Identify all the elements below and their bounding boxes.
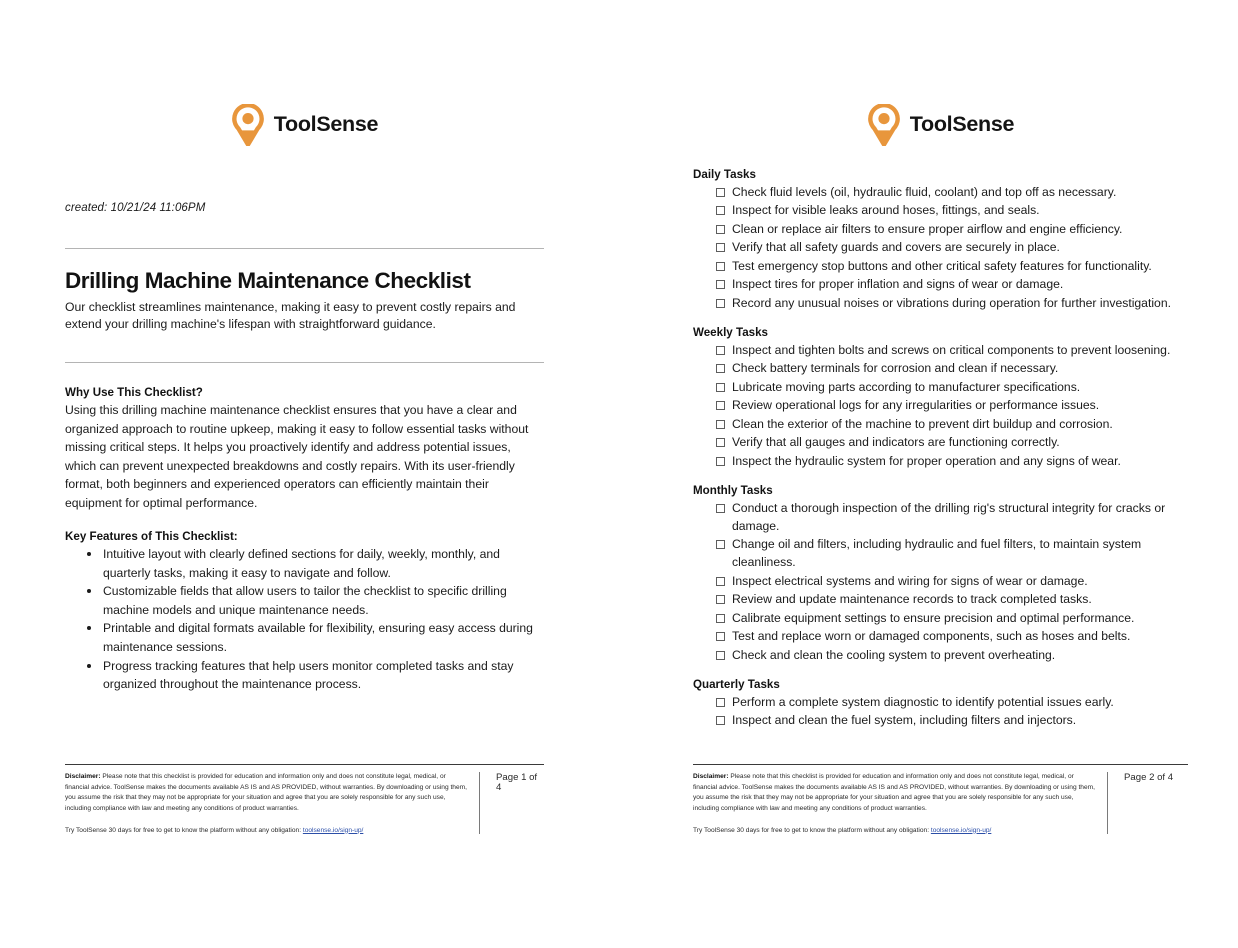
footer-divider-rule [693,764,1188,765]
trial-text [65,826,467,836]
disclaimer-body: Please note that this checklist is provided for education and information only and does not constitute legal, medical, or financial advice. ToolSense makes the documents available AS IS and AS PROVIDED, without warranties. By downloading or using them, you assume the risk that they may not be appropriate for your situation and agree that you are solely responsible for any such use, including compliance with law and meeting any conditions of product warranties. [693,773,1095,813]
location-pin-icon [867,104,901,146]
checklist-item-label: Inspect for visible leaks around hoses, fittings, and seals. [732,203,1040,218]
list-item [65,657,544,694]
checklist-item-label: Check battery terminals for corrosion and clean if necessary. [732,361,1059,376]
checkbox-icon[interactable] [716,243,725,252]
checklist-item[interactable] [693,647,1188,665]
checklist-items [693,184,1188,313]
checklist-group [693,484,1188,665]
checklist-sections [693,168,1188,731]
signup-link[interactable]: toolsense.io/sign-up/ [302,826,364,834]
checklist-item-label: Review and update maintenance records to track completed tasks. [732,592,1092,607]
checklist-group [693,168,1188,313]
checkbox-icon[interactable] [716,225,725,234]
checklist-group-heading: Weekly Tasks [693,325,768,339]
checklist-item[interactable] [693,379,1188,397]
checkbox-icon[interactable] [716,457,725,466]
disclaimer-body: Please note that this checklist is provided for education and information only and does not constitute legal, medical, or financial advice. ToolSense makes the documents available AS IS and AS PROVIDED, without warranties. By downloading or using them, you assume the risk that they may not be appropriate for your situation and agree that you are solely responsible for any such use, including compliance with law and meeting any conditions of product warranties. [65,773,467,813]
checkbox-icon[interactable] [716,438,725,447]
checklist-item-label: Perform a complete system diagnostic to identify potential issues early. [732,694,1114,709]
checklist-item[interactable] [693,221,1188,239]
signup-link[interactable]: toolsense.io/sign-up/ [930,826,992,834]
checklist-item[interactable] [693,360,1188,378]
checklist-item[interactable] [693,536,1188,572]
checkbox-icon[interactable] [716,262,725,271]
checklist-item-label: Clean the exterior of the machine to prevent dirt buildup and corrosion. [732,416,1113,431]
checklist-item-label: Test emergency stop buttons and other critical safety features for functionality. [732,258,1152,273]
location-pin-icon [231,104,265,146]
checkbox-icon[interactable] [716,577,725,586]
disclaimer-label: Disclaimer: [693,773,729,780]
checklist-items [693,500,1188,665]
checklist-item-label: Inspect and tighten bolts and screws on critical components to prevent loosening. [732,342,1171,357]
checklist-item[interactable] [693,573,1188,591]
checklist-item-label: Lubricate moving parts according to manufacturer specifications. [732,379,1081,394]
divider-top [65,248,544,249]
page-title: Drilling Machine Maintenance Checklist [65,268,471,293]
divider-bottom [65,362,544,363]
list-item [65,545,544,582]
feature-text: Printable and digital formats available for flexibility, ensuring easy access during maintenance sessions. [103,621,533,655]
page-subtitle: Our checklist streamlines maintenance, making it easy to prevent costly repairs and extend your drilling machine's lifespan with straightforward guidance. [65,299,516,332]
checklist-item-label: Change oil and filters, including hydraulic and fuel filters, to maintain system cleanliness. [732,537,1142,570]
checklist-item[interactable] [693,610,1188,628]
checklist-item-label: Calibrate equipment settings to ensure precision and optimal performance. [732,610,1135,625]
checklist-group [693,326,1188,471]
document-page-2 [619,0,1238,948]
checklist-group-heading: Monthly Tasks [693,483,773,497]
checkbox-icon[interactable] [716,299,725,308]
checkbox-icon[interactable] [716,188,725,197]
checkbox-icon[interactable] [716,383,725,392]
checkbox-icon[interactable] [716,614,725,623]
checklist-item[interactable] [693,295,1188,313]
checklist-item[interactable] [693,276,1188,294]
checklist-item-label: Check and clean the cooling system to prevent overheating. [732,647,1056,662]
why-heading: Why Use This Checklist? [65,386,203,399]
checklist-item[interactable] [693,239,1188,257]
checklist-item[interactable] [693,258,1188,276]
checklist-item-label: Verify that all safety guards and covers are securely in place. [732,240,1060,255]
checkbox-icon[interactable] [716,364,725,373]
checklist-item-label: Inspect tires for proper inflation and signs of wear or damage. [732,277,1064,292]
page-footer [693,764,1188,836]
checklist-item[interactable] [693,342,1188,360]
footer-divider-rule [65,764,544,765]
checklist-item-label: Verify that all gauges and indicators are functioning correctly. [732,435,1060,450]
disclaimer-text [65,772,467,815]
why-paragraph: Using this drilling machine maintenance checklist ensures that you have a clear and organized approach to routine upkeep, making it easy to follow essential tasks without missing critical steps. It helps you proactively identify and address potential issues, which can prevent unexpected breakdowns and costly repairs. With its user-friendly format, both beginners and experienced operators can efficiently maintain their equipment for optimal performance. [65,403,529,510]
checklist-items [693,342,1188,471]
checklist-item-label: Check fluid levels (oil, hydraulic fluid, coolant) and top off as necessary. [732,185,1117,199]
brand-logo [693,104,1188,146]
checklist-item-label: Inspect the hydraulic system for proper operation and any signs of wear. [732,453,1121,468]
footer-disclaimer-block [65,772,479,836]
checklist-item-label: Test and replace worn or damaged components, such as hoses and belts. [732,629,1131,644]
checkbox-icon[interactable] [716,632,725,641]
disclaimer-text [693,772,1095,815]
footer-disclaimer-block [693,772,1107,836]
list-item [65,582,544,619]
bullet-icon [87,626,91,630]
checklist-item[interactable] [693,694,1188,712]
checkbox-icon[interactable] [716,280,725,289]
checklist-item[interactable] [693,712,1188,730]
checklist-item-label: Inspect electrical systems and wiring for signs of wear or damage. [732,573,1088,588]
checklist-items [693,694,1188,730]
checkbox-icon[interactable] [716,346,725,355]
checklist-item-label: Conduct a thorough inspection of the drilling rig's structural integrity for cracks or damage. [732,500,1166,533]
checklist-item-label: Record any unusual noises or vibrations during operation for further investigation. [732,295,1171,310]
checklist-item[interactable] [693,416,1188,434]
checkbox-icon[interactable] [716,716,725,725]
feature-text: Customizable fields that allow users to tailor the checklist to specific drilling machine models and unique maintenance needs. [103,584,507,617]
checklist-item[interactable] [693,397,1188,415]
checkbox-icon[interactable] [716,401,725,410]
section-spacer [65,512,544,530]
checklist-group-heading: Quarterly Tasks [693,677,780,691]
checklist-group [693,678,1188,730]
checklist-item[interactable] [693,591,1188,609]
list-item [65,619,544,656]
page-number: Page 2 of 4 [1124,772,1174,783]
trial-copy: Try ToolSense 30 days for free to get to know the platform without any obligation: [693,826,931,834]
checkbox-icon[interactable] [716,420,725,429]
checklist-item-label: Clean or replace air filters to ensure proper airflow and engine efficiency. [732,221,1123,236]
checklist-item[interactable] [693,434,1188,452]
brand-name: ToolSense [273,112,379,137]
checklist-group-heading: Daily Tasks [693,168,756,181]
footer-page-number-block [480,772,544,836]
page-number: Page 1 of 4 [496,772,538,793]
created-timestamp: created: 10/21/24 11:06PM [65,202,206,214]
checklist-item-label: Inspect and clean the fuel system, including filters and injectors. [732,713,1077,728]
disclaimer-label: Disclaimer: [65,773,101,780]
checkbox-icon[interactable] [716,698,725,707]
features-heading: Key Features of This Checklist: [65,530,238,544]
bullet-icon [87,589,91,593]
brand-logo [65,104,544,146]
checkbox-icon[interactable] [716,651,725,660]
checkbox-icon[interactable] [716,504,725,513]
footer-page-number-block [1108,772,1188,836]
checklist-item[interactable] [693,184,1188,202]
bullet-icon [87,664,91,668]
feature-text: Intuitive layout with clearly defined sections for daily, weekly, monthly, and quarterly tasks, making it easy to navigate and follow. [103,547,500,580]
checklist-item[interactable] [693,202,1188,220]
trial-text [693,826,1095,836]
checklist-item[interactable] [693,453,1188,471]
checkbox-icon[interactable] [716,540,725,549]
checklist-item[interactable] [693,500,1188,536]
intro-sections [65,386,544,694]
title-block [65,268,544,334]
checklist-item-label: Review operational logs for any irregularities or performance issues. [732,398,1100,413]
checkbox-icon[interactable] [716,206,725,215]
page-footer [65,764,544,836]
features-list [65,545,544,693]
brand-name: ToolSense [909,112,1015,137]
trial-copy: Try ToolSense 30 days for free to get to know the platform without any obligation: [65,826,303,834]
checkbox-icon[interactable] [716,595,725,604]
bullet-icon [87,552,91,556]
feature-text: Progress tracking features that help users monitor completed tasks and stay organized throughout the maintenance process. [103,658,514,692]
checklist-item[interactable] [693,628,1188,646]
